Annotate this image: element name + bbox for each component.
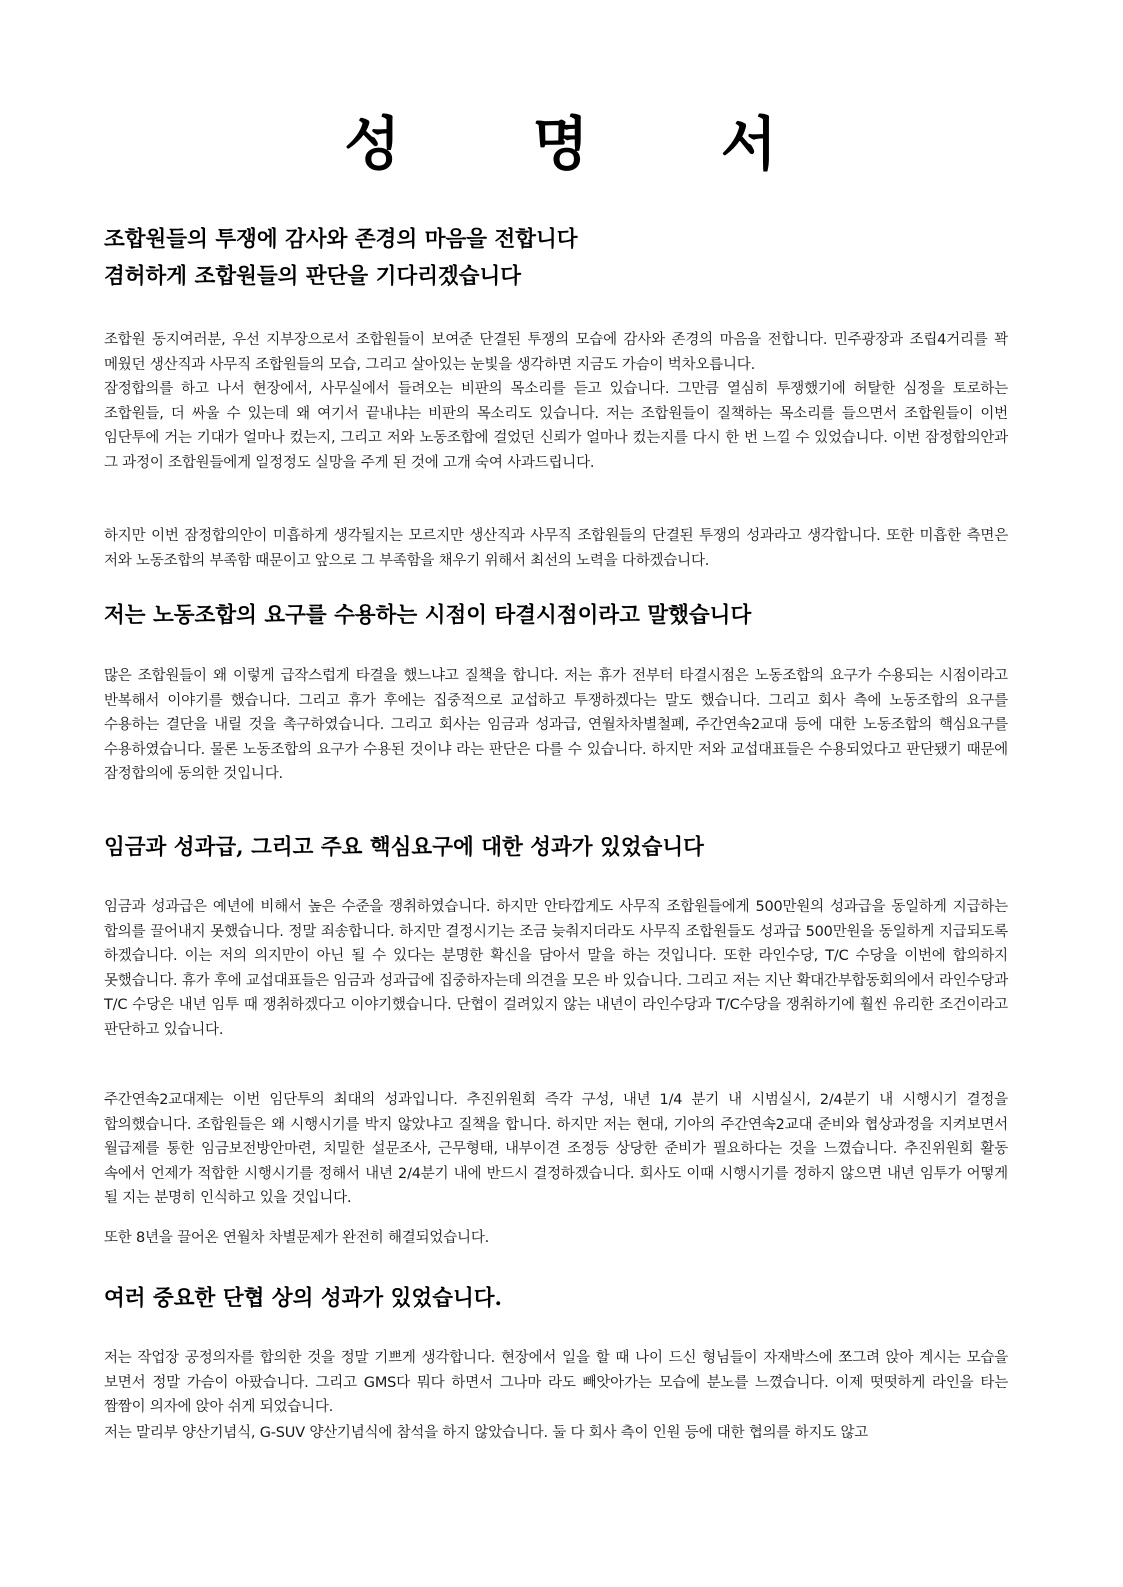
paragraph-leave-discrimination: 또한 8년을 끌어온 연월차 차별문제가 완전히 해결되었습니다. <box>104 1230 490 1246</box>
paragraph-two-shift: 주간연속2교대제는 이번 임단투의 최대의 성과입니다. 추진위원회 즉각 구성, 내년 1/4 분기 내 시범실시, 2/4분기 내 시행시기 결정을 합의했습니다. 조합원들은 왜 시행시기를 박지 않았냐고 질책을 합니다. 하지만 저는 현대, 기아의 주간연속2교대 준비와 협상과정을 지켜보면서 월급제를 통한 임금보전방안마련, 치밀한 설문조사, 근무형태, 내부이견 조정등 상당한 준비가 필요하다는 것을 느꼈습니다. 추진위원회 활동 속에서 언제가 적합한 시행시기를 정해서 내년 2/4분기 내에 반드시 결정하겠습니다. 회사도 이때 시행시기를 정하지 않으면 내년 임투가 어떻게 될 지는 분명히 인식하고 있을 것입니다. <box>104 1092 1008 1206</box>
paragraph-settlement-reason: 많은 조합원들이 왜 이렇게 급작스럽게 타결을 했느냐고 질책을 합니다. 저는 휴가 전부터 타결시점은 노동조합의 요구가 수용되는 시점이라고 반복해서 이야기를 했습니다. 그리고 휴가 후에는 집중적으로 교섭하고 투쟁하겠다는 말도 했습니다. 그리고 회사 측에 노동조합의 요구를 수용하는 결단을 내릴 것을 촉구하였습니다. 그리고 회사는 임금과 성과급, 연월차차별철폐, 주간연속2교대 등에 대한 노동조합의 핵심요구를 수용하였습니다. 물론 노동조합의 요구가 수용된 것이냐 라는 판단은 다를 수 있습니다. 하지만 저와 교섭대표들은 수용되었다고 판단됐기 때문에 잠정합의에 동의한 것입니다. <box>104 668 1008 782</box>
paragraph-thanks: 조합원 동지여러분, 우선 지부장으로서 조합원들이 보여준 단결된 투쟁의 모습에 감사와 존경의 마음을 전합니다. 민주광장과 조립4거리를 꽉 메웠던 생산직과 사무직 조합원들의 모습, 그리고 살아있는 눈빛을 생각하면 지금도 가슴이 벅차오릅니다. <box>104 332 1008 373</box>
paragraph-workplace-chairs: 저는 작업장 공정의자를 합의한 것을 정말 기쁘게 생각합니다. 현장에서 일을 할 때 나이 드신 형님들이 자재박스에 쪼그려 앉아 계시는 모습을 보면서 정말 가슴이 아팠습니다. 그리고 GMS다 뭐다 하면서 그나마 라도 빼앗아가는 모습에 분노를 느꼈습니다. 이제 떳떳하게 라인을 타는 짬짬이 의자에 앉아 쉬게 되었습니다. <box>104 1350 1008 1415</box>
heading-gratitude: 조합원들의 투쟁에 감사와 존경의 마음을 전합니다 <box>104 227 578 252</box>
heading-agreement-results: 여러 중요한 단협 상의 성과가 있었습니다. <box>104 1286 502 1311</box>
paragraph-commitment: 하지만 이번 잠정합의안이 미흡하게 생각될지는 모르지만 생산직과 사무직 조합원들의 단결된 투쟁의 성과라고 생각합니다. 또한 미흡한 측면은 저와 노동조합의 부족함 때문이고 앞으로 그 부족함을 채우기 위해서 최선의 노력을 다하겠습니다. <box>104 528 1008 569</box>
heading-wage-results: 임금과 성과급, 그리고 주요 핵심요구에 대한 성과가 있었습니다 <box>104 835 704 860</box>
heading-await-judgment: 겸허하게 조합원들의 판단을 기다리겠습니다 <box>104 264 522 289</box>
paragraph-ceremony: 저는 말리부 양산기념식, G-SUV 양산기념식에 참석을 하지 않았습니다. 둘 다 회사 측이 인원 등에 대한 협의를 하지도 않고 <box>104 1425 869 1441</box>
paragraph-wage-bonus: 임금과 성과급은 예년에 비해서 높은 수준을 쟁취하였습니다. 하지만 안타깝게도 사무직 조합원들에게 500만원의 성과급을 동일하게 지급하는 합의를 끌어내지 못했습니다. 정말 죄송합니다. 하지만 결정시기는 조금 늦춰지더라도 사무직 조합원들도 성과급 500만원을 동일하게 지급되도록 하겠습니다. 이는 저의 의지만이 아닌 될 수 있다는 분명한 확신을 담아서 말을 하는 것입니다. 또한 라인수당, T/C 수당을 이번에 합의하지 못했습니다. 휴가 후에 교섭대표들은 임금과 성과급에 집중하자는데 의견을 모은 바 있습니다. 그리고 저는 지난 확대간부합동회의에서 라인수당과 T/C 수당은 내년 임투 때 쟁취하겠다고 이야기했습니다. 단협이 걸려있지 않는 내년이 라인수당과 T/C수당을 쟁취하기에 훨씬 유리한 조건이라고 판단하고 있습니다. <box>104 899 1008 1038</box>
heading-settlement-timing: 저는 노동조합의 요구를 수용하는 시점이 타결시점이라고 말했습니다 <box>104 603 752 628</box>
document-title: 성 명 서 <box>344 110 779 178</box>
paragraph-apology: 잠정합의를 하고 나서 현장에서, 사무실에서 들려오는 비판의 목소리를 듣고 있습니다. 그만큼 열심히 투쟁했기에 허탈한 심정을 토로하는 조합원들, 더 싸울 수 있는데 왜 여기서 끝내냐는 비판의 목소리도 있습니다. 저는 조합원들이 질책하는 목소리를 들으면서 조합원들이 이번 임단투에 거는 기대가 얼마나 컸는지, 그리고 저와 노동조합에 걸었던 신뢰가 얼마나 컸는지를 다시 한 번 느낄 수 있었습니다. 이번 잠정합의안과 그 과정이 조합원들에게 일정정도 실망을 주게 된 것에 고개 숙여 사과드립니다. <box>104 381 1008 471</box>
